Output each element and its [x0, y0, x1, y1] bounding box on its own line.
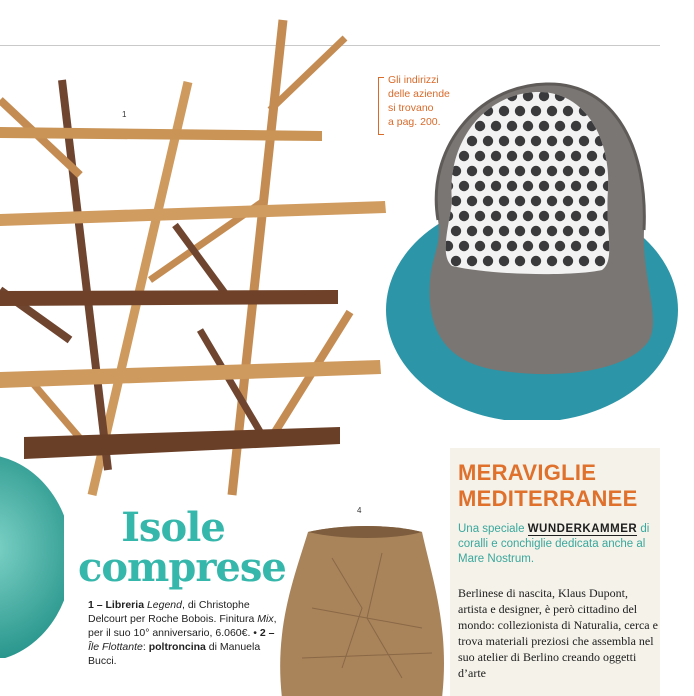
product-caption — [88, 598, 286, 668]
marker-4: 4 — [357, 506, 362, 515]
sidebar-lead-highlight: WUNDERKAMMER — [527, 523, 638, 535]
caption-item2-number: 2 – — [259, 627, 275, 639]
note-bracket — [378, 77, 384, 135]
caption-item1-type: Libreria — [105, 599, 145, 611]
caption-item2-separator: : — [142, 641, 149, 653]
teal-globe-image — [0, 448, 64, 658]
caption-item2-name: Île Flottante — [88, 641, 143, 653]
article-headline — [78, 504, 286, 591]
caption-item2-type: poltroncina — [148, 641, 206, 653]
legend-bookshelf-image — [0, 0, 395, 505]
caption-item2-text: di Manuela Bucci. — [88, 641, 261, 667]
headline-line-1: Isole — [121, 504, 225, 551]
sidebar-lead — [458, 522, 658, 567]
marker-1: 1 — [122, 110, 127, 119]
sidebar-title — [458, 460, 658, 512]
sidebar-box — [450, 448, 660, 696]
note-text: Gli indirizzi delle aziende si trovano a pag. 200. — [388, 74, 450, 128]
sidebar-lead-pre: Una speciale — [458, 523, 528, 535]
headline-line-2: comprese — [78, 544, 286, 591]
ile-flottante-armchair-image — [386, 80, 682, 420]
caption-item1-number: 1 – — [88, 599, 106, 611]
caption-item1-price: , per il suo 10° anniversario, 6.060€. • — [88, 613, 277, 639]
caption-item1-text: , di Christophe Delcourt per Roche Bobois. Finitura — [88, 599, 258, 625]
sidebar-title-line-1: MERAVIGLIE — [458, 460, 597, 485]
sidebar-title-line-2: MEDITERRANEE — [458, 486, 638, 511]
sidebar-lead-post: di coralli e conchiglie dedicata anche al Mare Nostrum. — [458, 523, 650, 565]
sidebar-body: Berlinese di nascita, Klaus Dupont, artista e designer, è però cittadino del mondo: collezionista di Naturalia, cerca e trova materiali preziosi che assembla nel suo atelier di Berlino creando oggetti d’arte — [458, 586, 658, 680]
caption-item1-name: Legend — [146, 599, 182, 611]
caption-item1-finish: Mix — [257, 613, 274, 625]
stone-vase-image — [272, 518, 452, 696]
